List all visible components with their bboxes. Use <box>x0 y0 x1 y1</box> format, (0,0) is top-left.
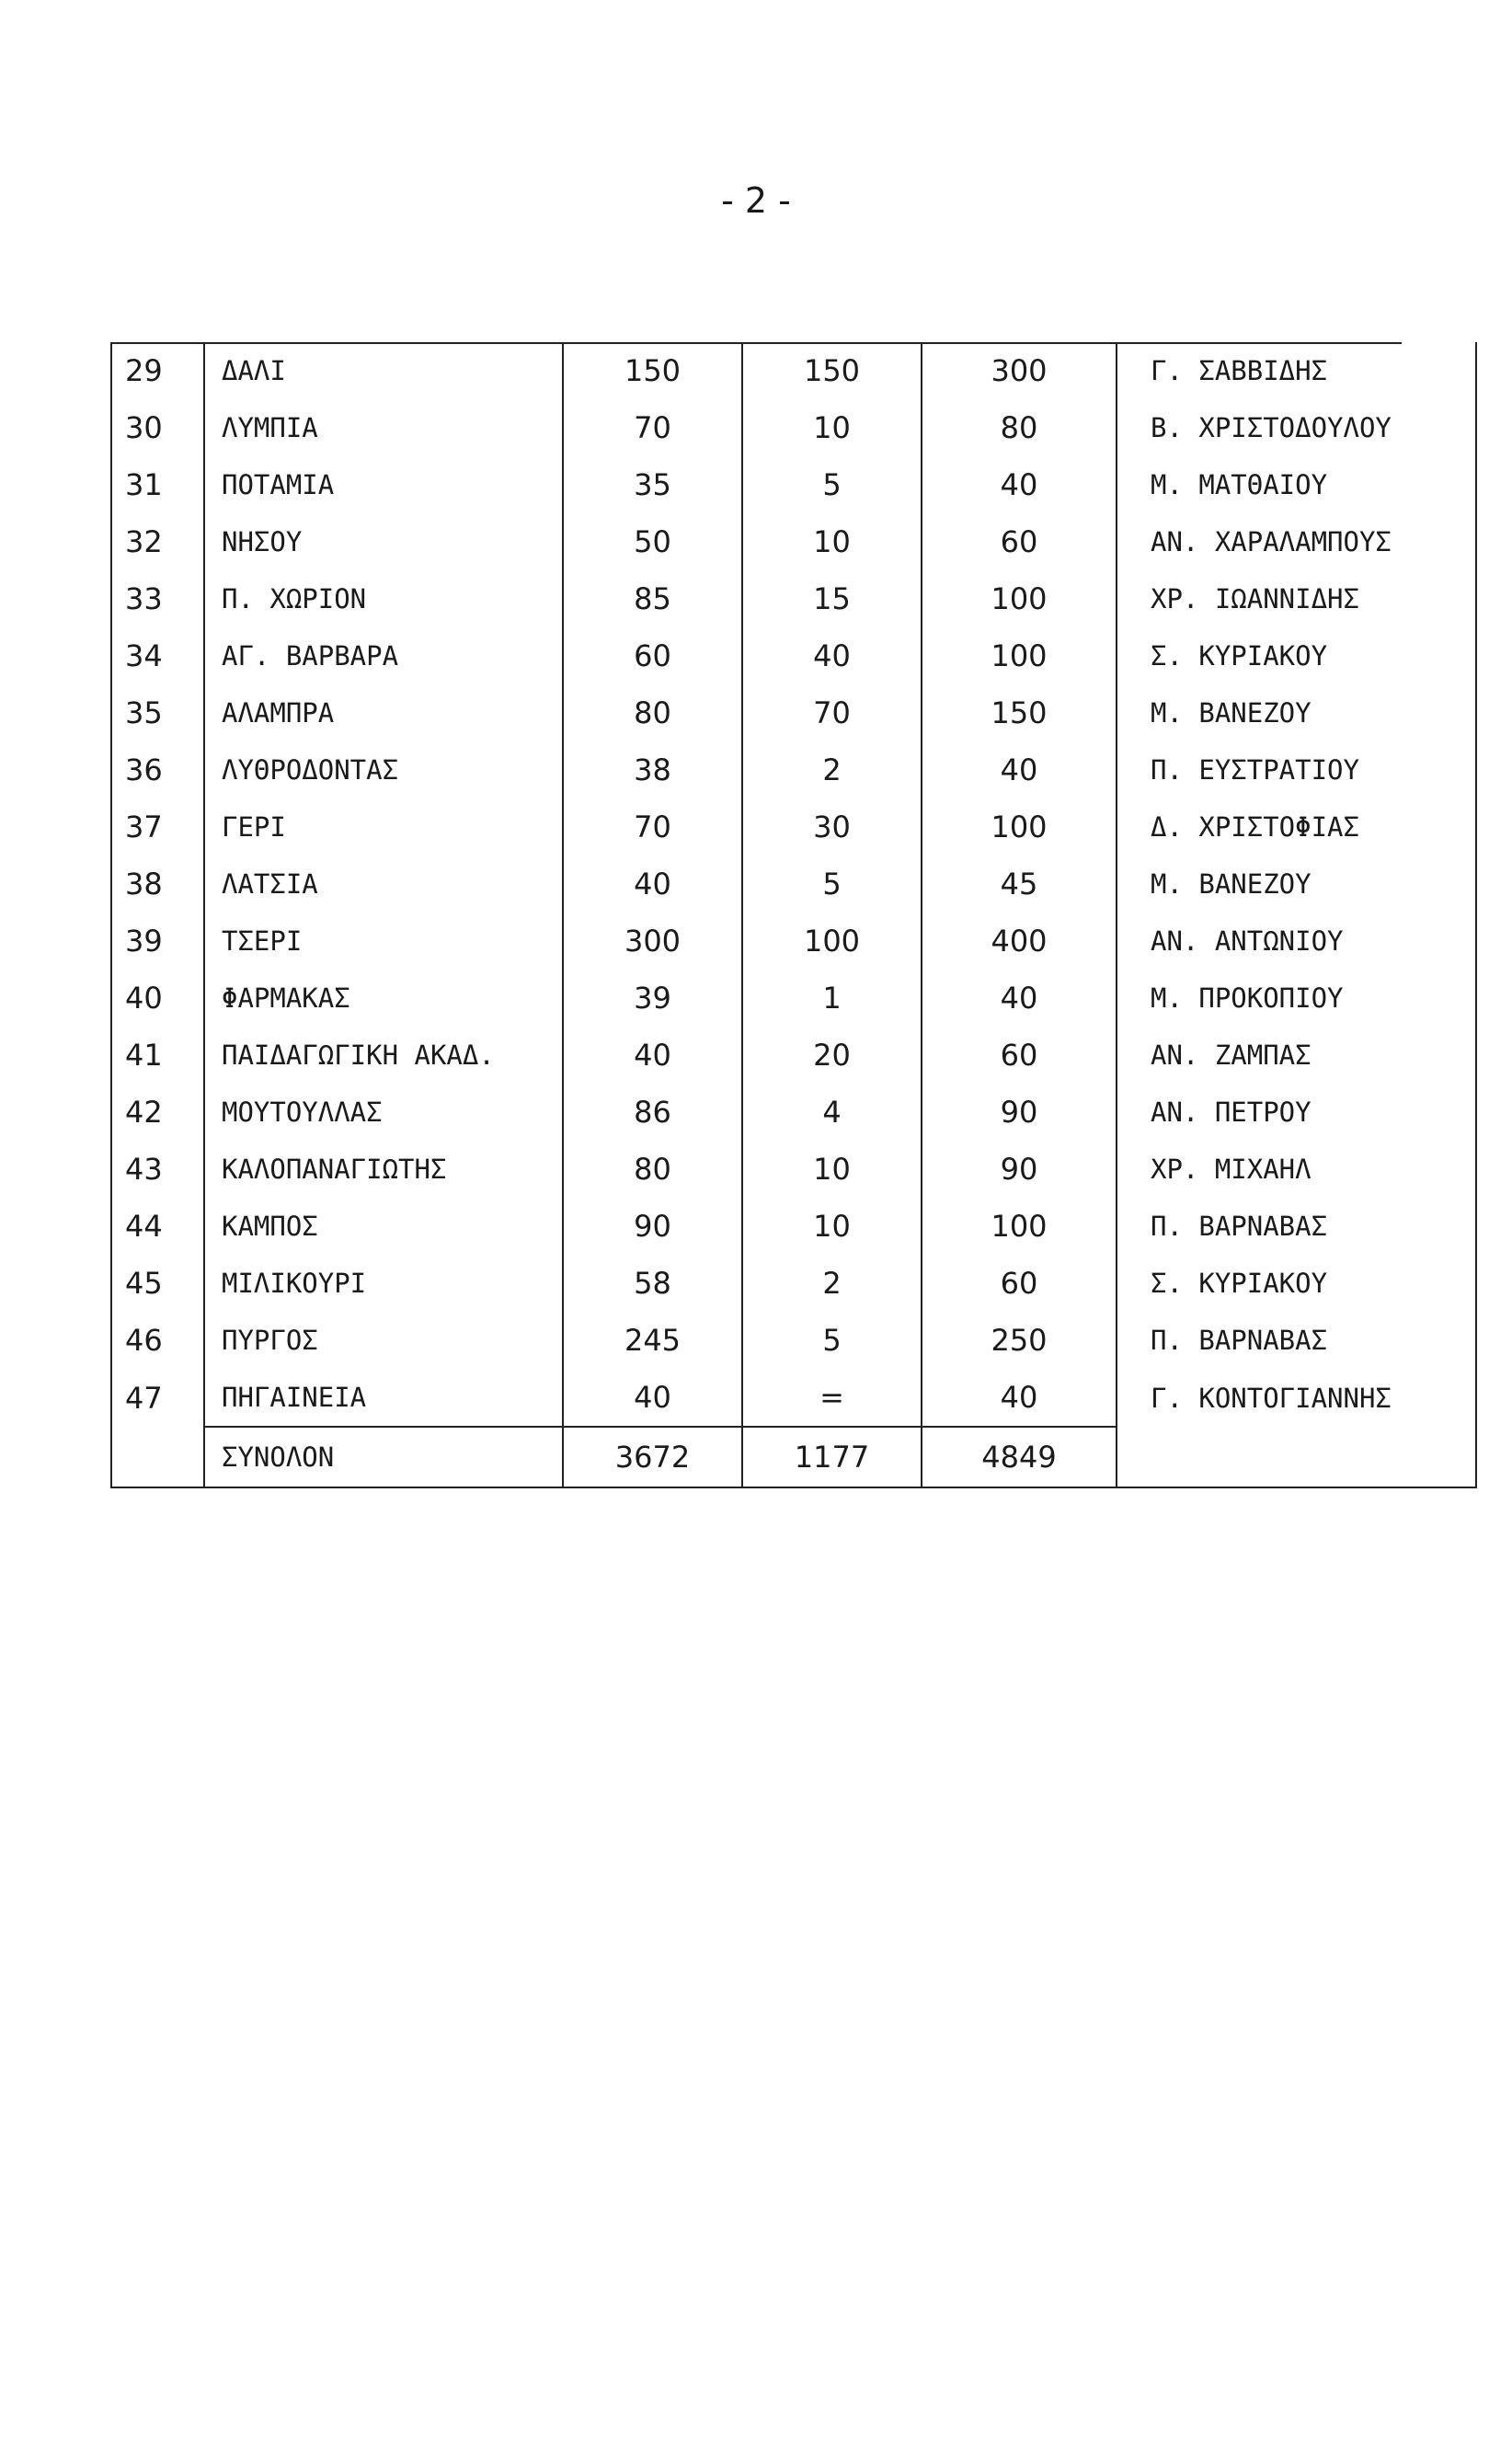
value-col-1: 300 <box>563 913 742 970</box>
value-col-3: 100 <box>922 1198 1117 1255</box>
value-col-1: 58 <box>563 1255 742 1312</box>
table-row <box>111 855 1476 913</box>
value-col-1: 35 <box>563 456 742 513</box>
table-row <box>111 1369 1476 1427</box>
data-table-container <box>110 342 1402 1488</box>
total-value-3: 4849 <box>922 1427 1117 1487</box>
place-name: ΚΑΛΟΠΑΝΑΓΙΩΤΗΣ <box>204 1141 563 1198</box>
row-number: 29 <box>111 342 204 399</box>
row-number: 42 <box>111 1084 204 1141</box>
row-number: 39 <box>111 913 204 970</box>
table-row <box>111 798 1476 855</box>
total-value-1: 3672 <box>563 1427 742 1487</box>
value-col-2: 100 <box>742 913 922 970</box>
value-col-3: 45 <box>922 855 1117 913</box>
row-number: 31 <box>111 456 204 513</box>
place-name: ΠΥΡΓΟΣ <box>204 1312 563 1369</box>
value-col-3: 90 <box>922 1084 1117 1141</box>
table-row <box>111 1255 1476 1312</box>
row-number: 38 <box>111 855 204 913</box>
table-row <box>111 1198 1476 1255</box>
value-col-3: 40 <box>922 456 1117 513</box>
row-number: 47 <box>111 1369 204 1427</box>
value-col-1: 245 <box>563 1312 742 1369</box>
row-number: 43 <box>111 1141 204 1198</box>
table-row <box>111 570 1476 627</box>
row-number: 41 <box>111 1027 204 1084</box>
table-row <box>111 1141 1476 1198</box>
value-col-2: 5 <box>742 1312 922 1369</box>
person-name: Π. ΒΑΡΝΑΒΑΣ <box>1117 1312 1476 1369</box>
value-col-3: 300 <box>922 342 1117 399</box>
table-row <box>111 399 1476 456</box>
total-person-cell <box>1117 1427 1476 1487</box>
value-col-2: 10 <box>742 1141 922 1198</box>
row-number: 37 <box>111 798 204 855</box>
row-number: 35 <box>111 684 204 741</box>
place-name: Π. ΧΩΡΙΟΝ <box>204 570 563 627</box>
person-name: ΑΝ. ΑΝΤΩΝΙΟΥ <box>1117 913 1476 970</box>
total-number-cell <box>111 1427 204 1487</box>
value-col-2: 4 <box>742 1084 922 1141</box>
place-name: ΝΗΣΟΥ <box>204 513 563 570</box>
value-col-3: 40 <box>922 1369 1117 1427</box>
place-name: ΦΑΡΜΑΚΑΣ <box>204 970 563 1027</box>
value-col-1: 60 <box>563 627 742 684</box>
table-top-rule <box>110 342 1402 344</box>
value-col-1: 40 <box>563 855 742 913</box>
row-number: 45 <box>111 1255 204 1312</box>
value-col-1: 80 <box>563 1141 742 1198</box>
person-name: Γ. ΚΟΝΤΟΓΙΑΝΝΗΣ <box>1117 1369 1476 1427</box>
row-number: 44 <box>111 1198 204 1255</box>
place-name: ΛΥΘΡΟΔΟΝΤΑΣ <box>204 741 563 798</box>
value-col-1: 38 <box>563 741 742 798</box>
place-name: ΛΑΤΣΙΑ <box>204 855 563 913</box>
place-name: ΓΕΡΙ <box>204 798 563 855</box>
place-name: ΚΑΜΠΟΣ <box>204 1198 563 1255</box>
row-number: 40 <box>111 970 204 1027</box>
value-col-3: 90 <box>922 1141 1117 1198</box>
value-col-3: 60 <box>922 1027 1117 1084</box>
row-number: 30 <box>111 399 204 456</box>
place-name: ΜΟΥΤΟΥΛΛΑΣ <box>204 1084 563 1141</box>
place-name: ΠΟΤΑΜΙΑ <box>204 456 563 513</box>
value-col-2: 15 <box>742 570 922 627</box>
value-col-3: 250 <box>922 1312 1117 1369</box>
person-name: Π. ΕΥΣΤΡΑΤΙΟΥ <box>1117 741 1476 798</box>
row-number: 46 <box>111 1312 204 1369</box>
value-col-2: 40 <box>742 627 922 684</box>
place-name: ΤΣΕΡΙ <box>204 913 563 970</box>
value-col-3: 100 <box>922 798 1117 855</box>
person-name: Μ. ΒΑΝΕΖΟΥ <box>1117 684 1476 741</box>
value-col-2: 70 <box>742 684 922 741</box>
person-name: Μ. ΠΡΟΚΟΠΙΟΥ <box>1117 970 1476 1027</box>
value-col-2: = <box>742 1369 922 1427</box>
row-number: 36 <box>111 741 204 798</box>
table-row <box>111 627 1476 684</box>
person-name: Δ. ΧΡΙΣΤΟΦΙΑΣ <box>1117 798 1476 855</box>
table-row <box>111 456 1476 513</box>
person-name: ΧΡ. ΙΩΑΝΝΙΔΗΣ <box>1117 570 1476 627</box>
table-row <box>111 1027 1476 1084</box>
value-col-3: 40 <box>922 970 1117 1027</box>
person-name: Μ. ΒΑΝΕΖΟΥ <box>1117 855 1476 913</box>
value-col-2: 150 <box>742 342 922 399</box>
value-col-2: 5 <box>742 456 922 513</box>
person-name: ΑΝ. ΖΑΜΠΑΣ <box>1117 1027 1476 1084</box>
row-number: 32 <box>111 513 204 570</box>
value-col-2: 10 <box>742 513 922 570</box>
place-name: ΜΙΛΙΚΟΥΡΙ <box>204 1255 563 1312</box>
place-name: ΠΗΓΑΙΝΕΙΑ <box>204 1369 563 1427</box>
value-col-3: 150 <box>922 684 1117 741</box>
value-col-1: 39 <box>563 970 742 1027</box>
total-row <box>111 1427 1476 1487</box>
value-col-2: 5 <box>742 855 922 913</box>
value-col-2: 2 <box>742 1255 922 1312</box>
person-name: Σ. ΚΥΡΙΑΚΟΥ <box>1117 1255 1476 1312</box>
value-col-3: 60 <box>922 513 1117 570</box>
row-number: 34 <box>111 627 204 684</box>
value-col-1: 90 <box>563 1198 742 1255</box>
person-name: ΑΝ. ΠΕΤΡΟΥ <box>1117 1084 1476 1141</box>
table-row <box>111 513 1476 570</box>
value-col-1: 40 <box>563 1027 742 1084</box>
place-name: ΑΛΑΜΠΡΑ <box>204 684 563 741</box>
table-body <box>111 342 1476 1487</box>
place-name: ΔΑΛΙ <box>204 342 563 399</box>
person-name: Β. ΧΡΙΣΤΟΔΟΥΛΟΥ <box>1117 399 1476 456</box>
value-col-3: 80 <box>922 399 1117 456</box>
value-col-1: 50 <box>563 513 742 570</box>
value-col-3: 60 <box>922 1255 1117 1312</box>
table-row <box>111 970 1476 1027</box>
value-col-1: 70 <box>563 798 742 855</box>
person-name: Μ. ΜΑΤΘΑΙΟΥ <box>1117 456 1476 513</box>
value-col-1: 86 <box>563 1084 742 1141</box>
value-col-1: 70 <box>563 399 742 456</box>
person-name: ΑΝ. ΧΑΡΑΛΑΜΠΟΥΣ <box>1117 513 1476 570</box>
value-col-1: 80 <box>563 684 742 741</box>
table-row <box>111 1312 1476 1369</box>
person-name: ΧΡ. ΜΙΧΑΗΛ <box>1117 1141 1476 1198</box>
value-col-2: 1 <box>742 970 922 1027</box>
person-name: Γ. ΣΑΒΒΙΔΗΣ <box>1117 342 1476 399</box>
place-name: ΛΥΜΠΙΑ <box>204 399 563 456</box>
value-col-3: 100 <box>922 627 1117 684</box>
table-row <box>111 913 1476 970</box>
page-number: - 2 - <box>721 180 791 221</box>
value-col-2: 10 <box>742 399 922 456</box>
place-name: ΠΑΙΔΑΓΩΓΙΚΗ ΑΚΑΔ. <box>204 1027 563 1084</box>
data-table <box>110 342 1477 1488</box>
value-col-3: 40 <box>922 741 1117 798</box>
value-col-2: 2 <box>742 741 922 798</box>
table-row <box>111 342 1476 399</box>
value-col-3: 400 <box>922 913 1117 970</box>
table-row <box>111 741 1476 798</box>
table-row <box>111 1084 1476 1141</box>
value-col-2: 10 <box>742 1198 922 1255</box>
total-value-2: 1177 <box>742 1427 922 1487</box>
value-col-3: 100 <box>922 570 1117 627</box>
table-row <box>111 684 1476 741</box>
person-name: Σ. ΚΥΡΙΑΚΟΥ <box>1117 627 1476 684</box>
row-number: 33 <box>111 570 204 627</box>
value-col-2: 20 <box>742 1027 922 1084</box>
person-name: Π. ΒΑΡΝΑΒΑΣ <box>1117 1198 1476 1255</box>
value-col-1: 85 <box>563 570 742 627</box>
place-name: ΑΓ. ΒΑΡΒΑΡΑ <box>204 627 563 684</box>
value-col-1: 40 <box>563 1369 742 1427</box>
value-col-1: 150 <box>563 342 742 399</box>
total-label: ΣΥΝΟΛΟΝ <box>204 1427 563 1487</box>
value-col-2: 30 <box>742 798 922 855</box>
